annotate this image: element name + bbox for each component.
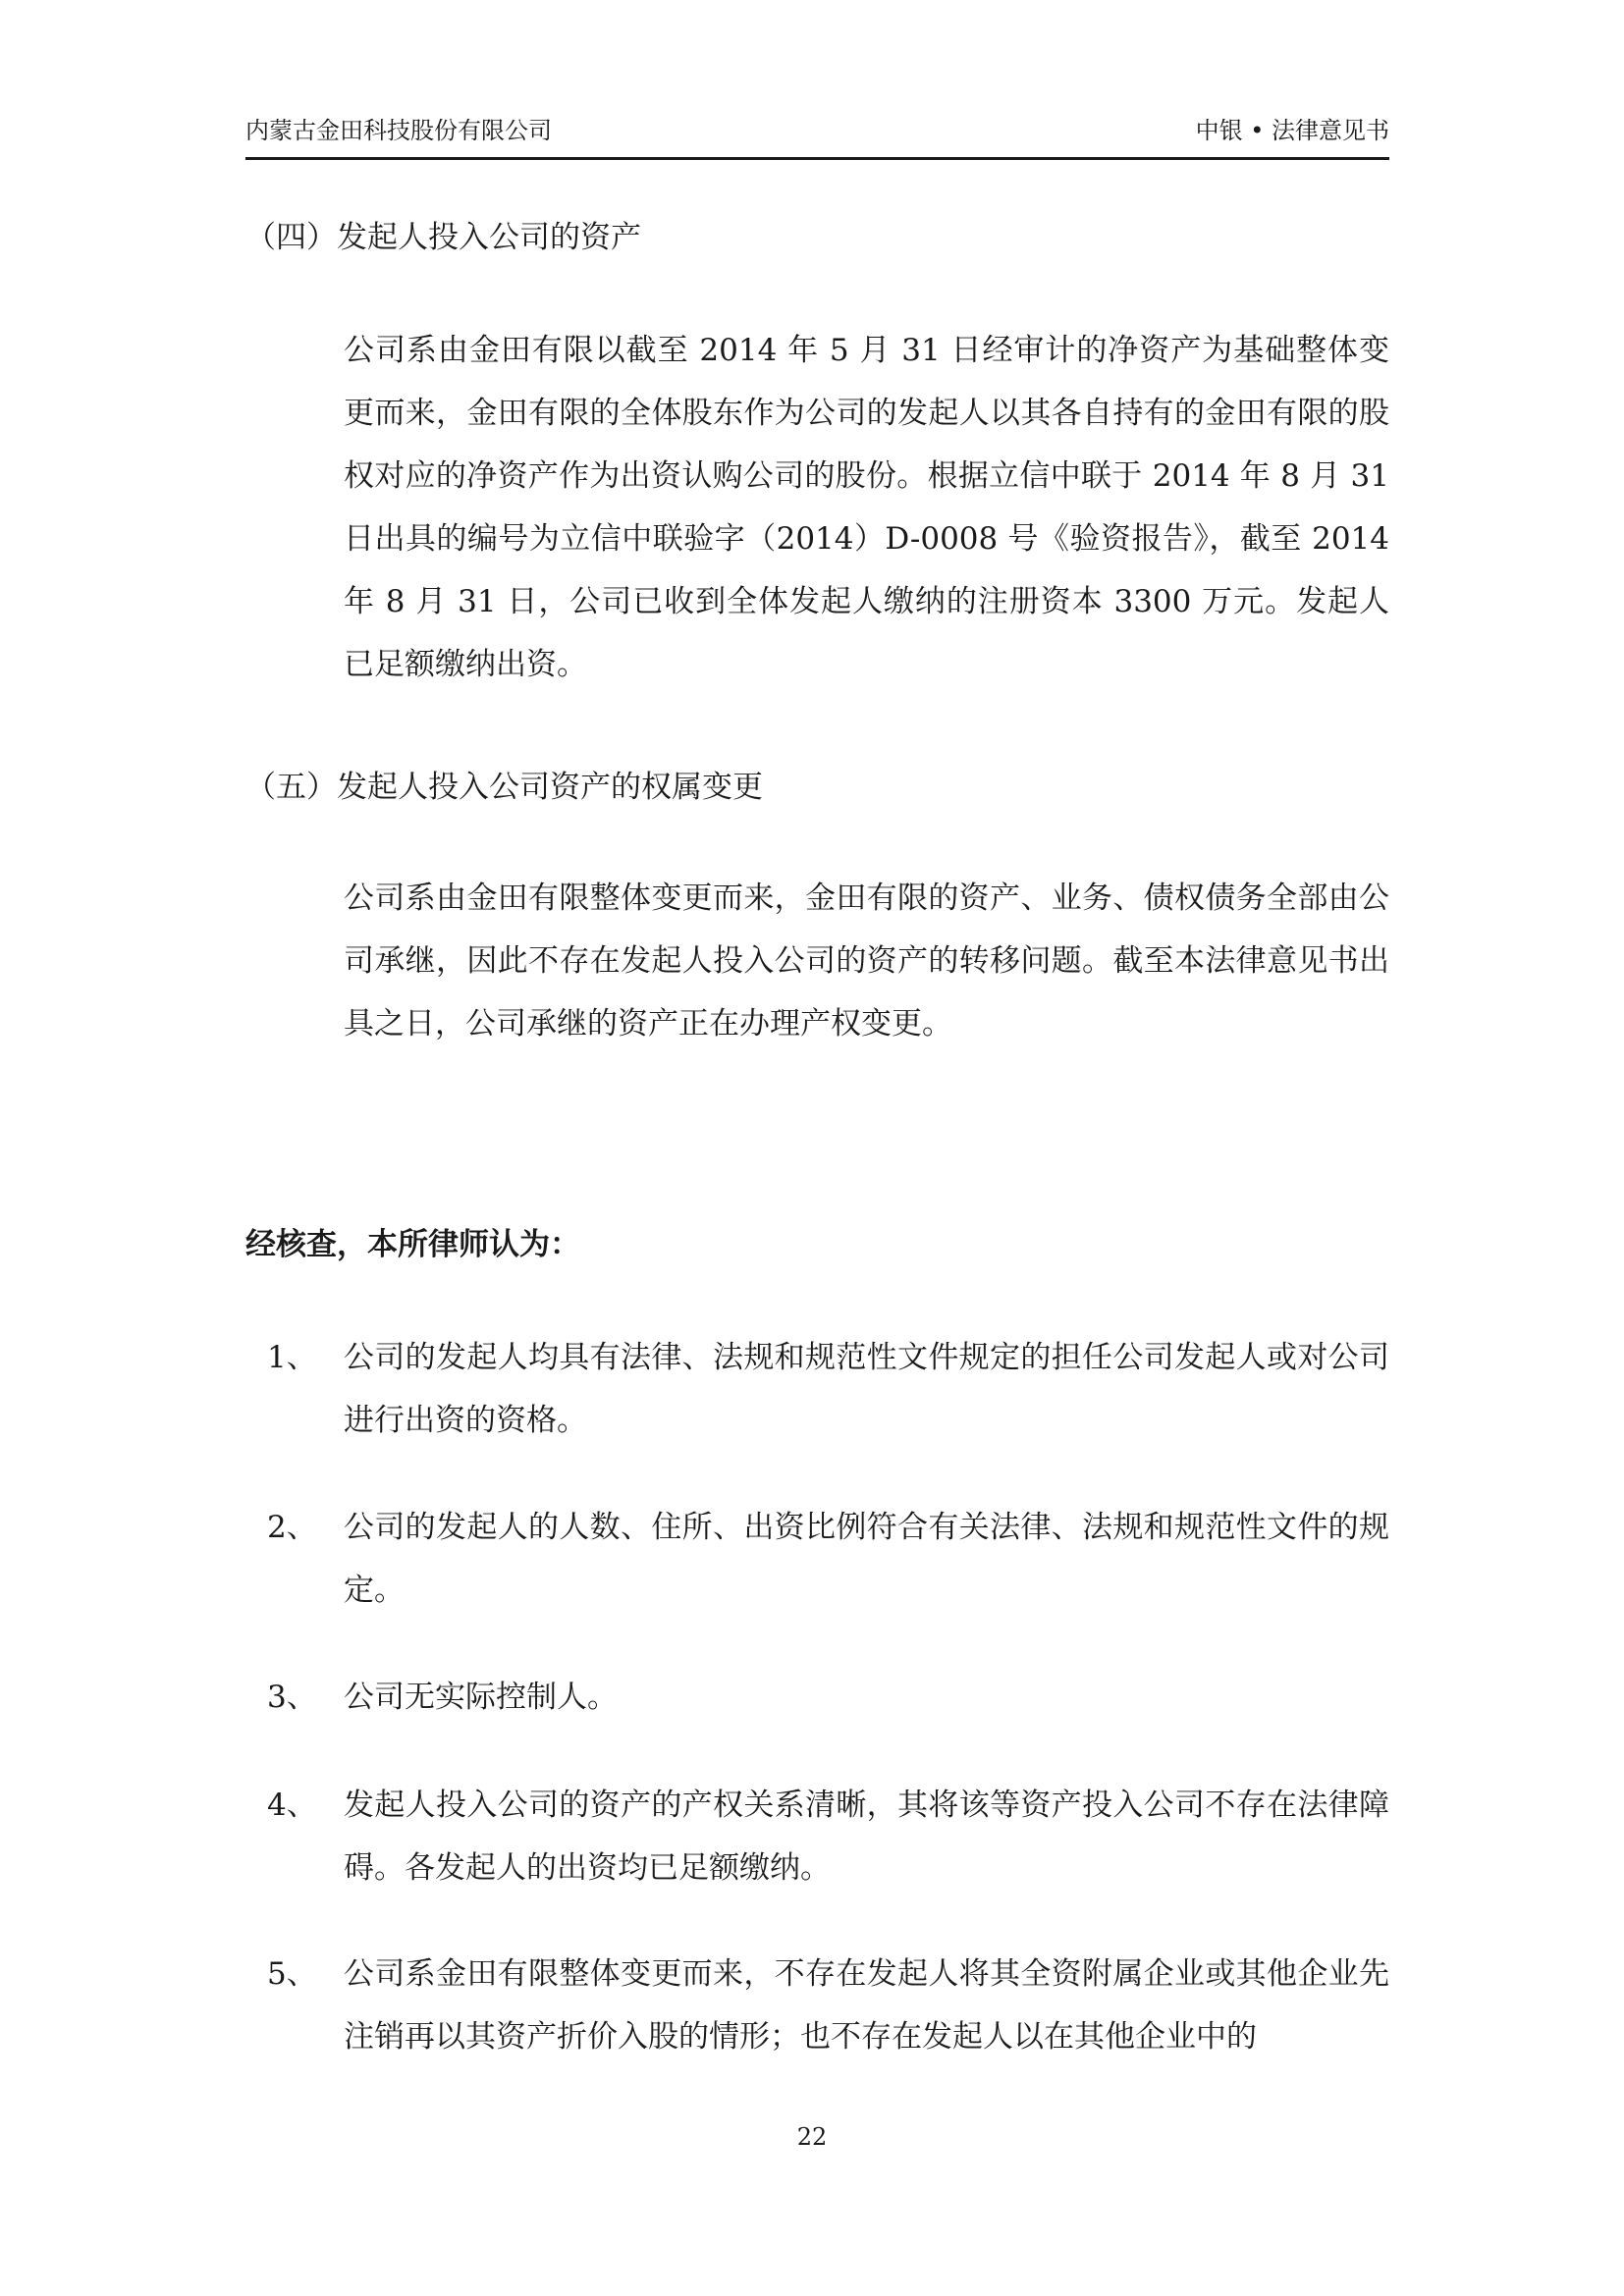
- section-heading-4: （四）发起人投入公司的资产: [245, 220, 641, 255]
- section-heading-5: （五）发起人投入公司资产的权属变更: [245, 770, 763, 805]
- item-text: 发起人投入公司的资产的产权关系清晰，其将该等资产投入公司不存在法律障碍。各发起人的出资均已足额缴纳。: [344, 1788, 1389, 1886]
- section-paragraph-5: 公司系由金田有限整体变更而来，金田有限的资产、业务、债权债务全部由公司承继，因此不存在发起人投入公司的资产的转移问题。截至本法律意见书出具之日，公司承继的资产正在办理产权变更。: [344, 881, 1389, 1041]
- item-number: 1、: [267, 1340, 317, 1375]
- item-text: 公司系金田有限整体变更而来，不存在发起人将其全资附属企业或其他企业先注销再以其资产折价入股的情形；也不存在发起人以在其他企业中的: [344, 1956, 1389, 2055]
- page-number: 22: [796, 2123, 828, 2151]
- item-number: 3、: [267, 1680, 317, 1715]
- item-text: 公司无实际控制人。: [344, 1680, 618, 1715]
- item-number: 4、: [267, 1788, 317, 1823]
- page-header: [245, 108, 1389, 160]
- item-text: 公司的发起人的人数、住所、出资比例符合有关法律、法规和规范性文件的规定。: [344, 1510, 1389, 1608]
- conclusion-title: 经核查，本所律师认为：: [245, 1227, 580, 1262]
- item-number: 5、: [267, 1956, 317, 1992]
- item-text: 公司的发起人均具有法律、法规和规范性文件规定的担任公司发起人或对公司进行出资的资格。: [344, 1340, 1389, 1438]
- item-number: 2、: [267, 1510, 317, 1545]
- header-document-title: 中银 • 法律意见书: [1195, 117, 1389, 144]
- section-paragraph-4: 公司系由金田有限以截至 2014 年 5 月 31 日经审计的净资产为基础整体变更而来，金田有限的全体股东作为公司的发起人以其各自持有的金田有限的股权对应的净资产作为出资认购公司的股份。根据立信中联于 2014 年 8 月 31 日出具的编号为立信中联验字（2014）D-0008 号《验资报告》，截至 2014 年 8 月 31 日，公司已收到全体发起人缴纳的注册资本 3300 万元。发起人已足额缴纳出资。: [344, 333, 1389, 682]
- header-company-name: 内蒙古金田科技股份有限公司: [245, 117, 552, 144]
